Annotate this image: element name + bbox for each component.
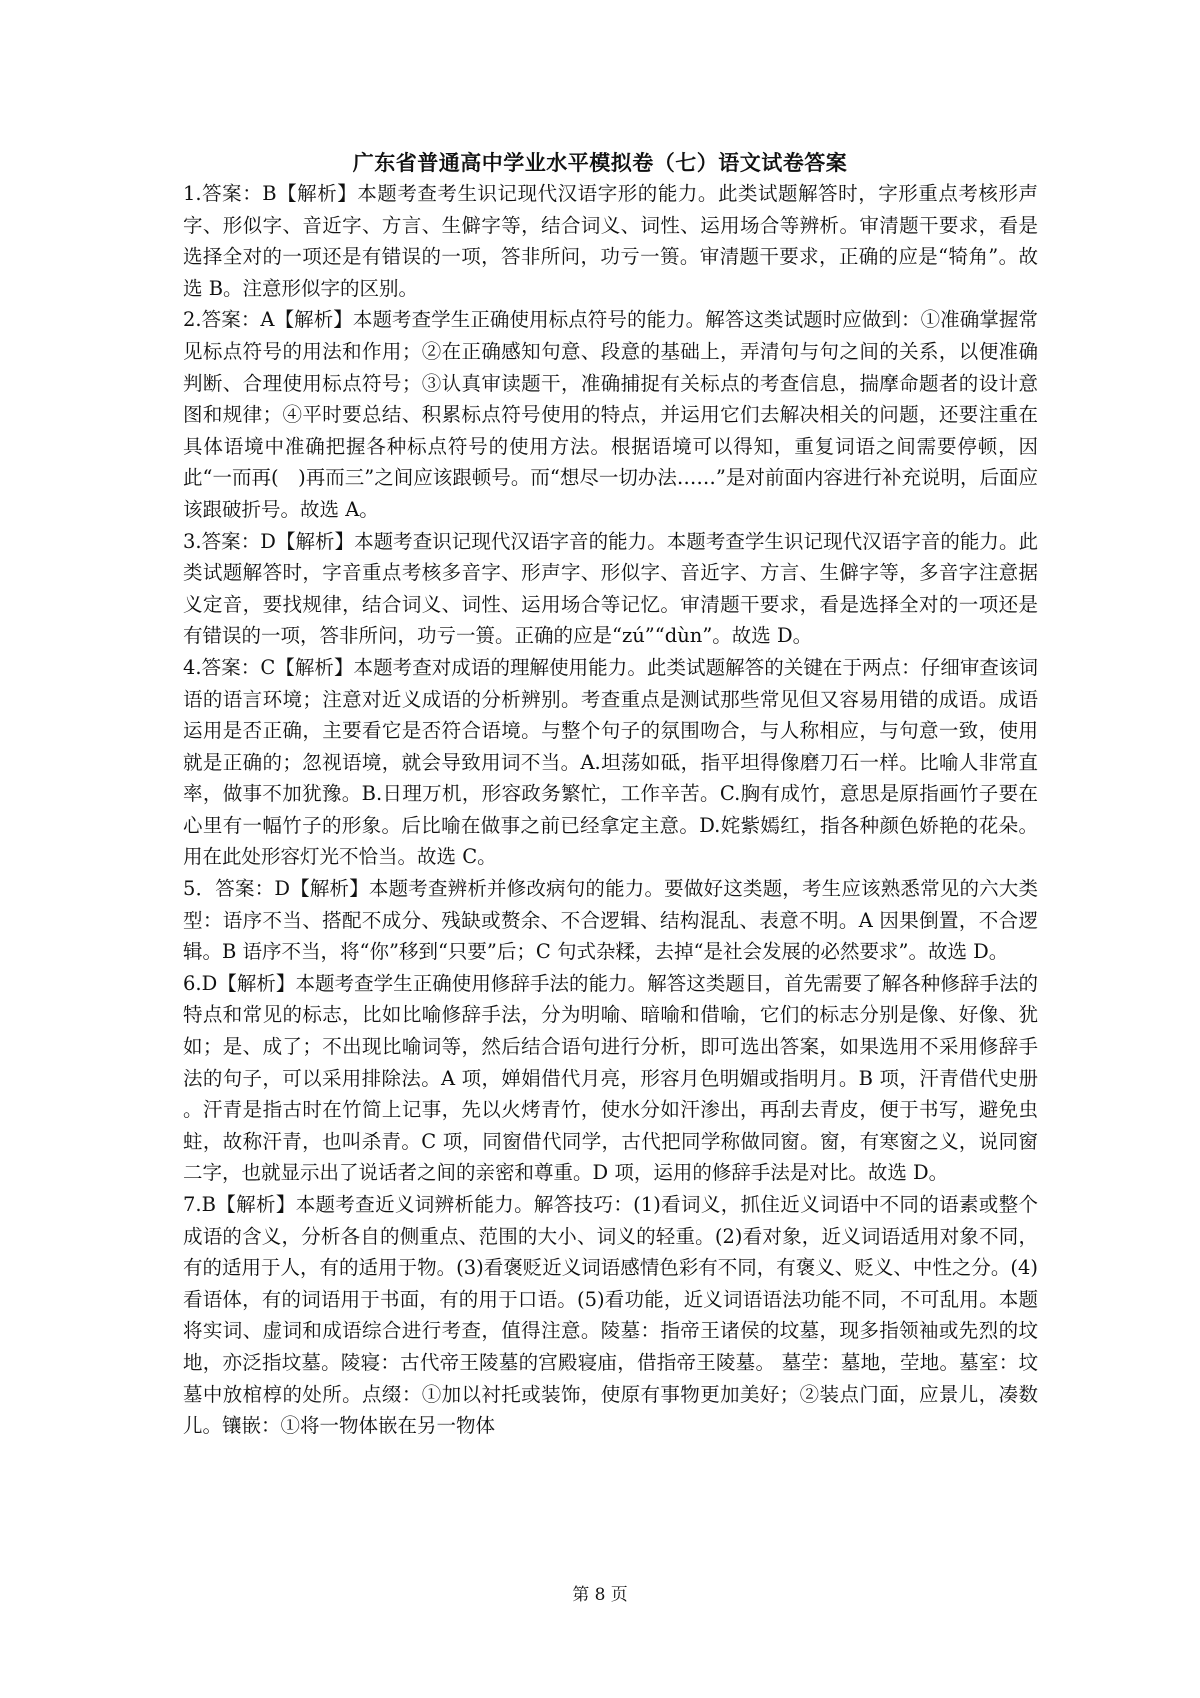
answer-content	[183, 178, 1038, 1442]
answer-5-paragraph: 5．答案：D【解析】本题考查辨析并修改病句的能力。要做好这类题，考生应该熟悉常见的六大类型：语序不当、搭配不成分、残缺或赘余、不合逻辑、结构混乱、表意不明。A 因果倒置，不合逻辑。B 语序不当，将“你”移到“只要”后；C 句式杂糅，去掉“是社会发展的必然要求”。故选 D。	[183, 877, 1038, 964]
answer-6-paragraph: 6.D【解析】本题考查学生正确使用修辞手法的能力。解答这类题目，首先需要了解各种修辞手法的特点和常见的标志，比如比喻修辞手法，分为明喻、暗喻和借喻，它们的标志分别是像、好像、犹如；是、成了；不出现比喻词等，然后结合语句进行分析，即可选出答案，如果选用不采用修辞手法的句子，可以采用排除法。A 项，婵娟借代月亮，形容月色明媚或指明月。B 项，汗青借代史册 。汗青是指古时在竹简上记事，先以火烤青竹，使水分如汗渗出，再刮去青皮，便于书写，避免虫蛀，故称汗青，也叫杀青。C 项，同窗借代同学，古代把同学称做同窗。窗，有寒窗之义，说同窗二字，也就显示出了说话者之间的亲密和尊重。D 项，运用的修辞手法是对比。故选 D。	[183, 971, 1038, 1185]
answer-7-paragraph: 7.B【解析】本题考查近义词辨析能力。解答技巧：(1)看词义，抓住近义词语中不同的语素或整个成语的含义，分析各自的侧重点、范围的大小、词义的轻重。(2)看对象，近义词语适用对象不同，有的适用于人，有的适用于物。(3)看褒贬近义词语感情色彩有不同，有褒义、贬义、中性之分。(4)看语体，有的词语用于书面，有的用于口语。(5)看功能，近义词语语法功能不同，不可乱用。本题将实词、虚词和成语综合进行考查，值得注意。陵墓：指帝王诸侯的坟墓，现多指领袖或先烈的坟地，亦泛指坟墓。陵寝：古代帝王陵墓的宫殿寝庙，借指帝王陵墓。 墓茔：墓地，茔地。墓室：坟墓中放棺椁的处所。点缀：①加以衬托或装饰，使原有事物更加美好；②装点门面，应景儿，凑数儿。镶嵌：①将一物体嵌在另一物体	[183, 1193, 1038, 1438]
answer-3-paragraph: 3.答案：D【解析】本题考查识记现代汉语字音的能力。本题考查学生识记现代汉语字音的能力。此类试题解答时，字音重点考核多音字、形声字、形似字、音近字、方言、生僻字等，多音字注意据义定音，要找规律，结合词义、词性、运用场合等记忆。审清题干要求，看是选择全对的一项还是有错误的一项，答非所问，功亏一篑。正确的应是“zú”“dùn”。故选 D。	[183, 529, 1038, 648]
answer-1-paragraph: 1.答案：B【解析】本题考查考生识记现代汉语字形的能力。此类试题解答时，字形重点考核形声字、形似字、音近字、方言、生僻字等，结合词义、词性、运用场合等辨析。审清题干要求，看是选择全对的一项还是有错误的一项，答非所问，功亏一篑。审清题干要求，正确的应是“犄角”。故选 B。注意形似字的区别。	[183, 182, 1038, 300]
page-number: 第 8 页	[572, 1585, 628, 1605]
answer-2-paragraph: 2.答案：A【解析】本题考查学生正确使用标点符号的能力。解答这类试题时应做到：①准确掌握常见标点符号的用法和作用；②在正确感知句意、段意的基础上，弄清句与句之间的关系，以便准确判断、合理使用标点符号；③认真审读题干，准确捕捉有关标点的考查信息，揣摩命题者的设计意图和规律；④平时要总结、积累标点符号使用的特点，并运用它们去解决相关的问题，还要注重在具体语境中准确把握各种标点符号的使用方法。根据语境可以得知，重复词语之间需要停顿，因此“一而再( )再而三”之间应该跟顿号。而“想尽一切办法……”是对前面内容进行补充说明，后面应该跟破折号。故选 A。	[183, 308, 1038, 521]
answer-4-paragraph: 4.答案：C【解析】本题考查对成语的理解使用能力。此类试题解答的关键在于两点：仔细审查该词语的语言环境；注意对近义成语的分析辨别。考查重点是测试那些常见但又容易用错的成语。成语运用是否正确，主要看它是否符合语境。与整个句子的氛围吻合，与人称相应，与句意一致，使用就是正确的；忽视语境，就会导致用词不当。A.坦荡如砥，指平坦得像磨刀石一样。比喻人非常直率，做事不加犹豫。B.日理万机，形容政务繁忙，工作辛苦。C.胸有成竹，意思是原指画竹子要在心里有一幅竹子的形象。后比喻在做事之前已经拿定主意。D.姹紫嫣红，指各种颜色娇艳的花朵。用在此处形容灯光不恰当。故选 C。	[183, 655, 1038, 869]
document-title: 广东省普通高中学业水平模拟卷（七）语文试卷答案	[352, 150, 848, 175]
